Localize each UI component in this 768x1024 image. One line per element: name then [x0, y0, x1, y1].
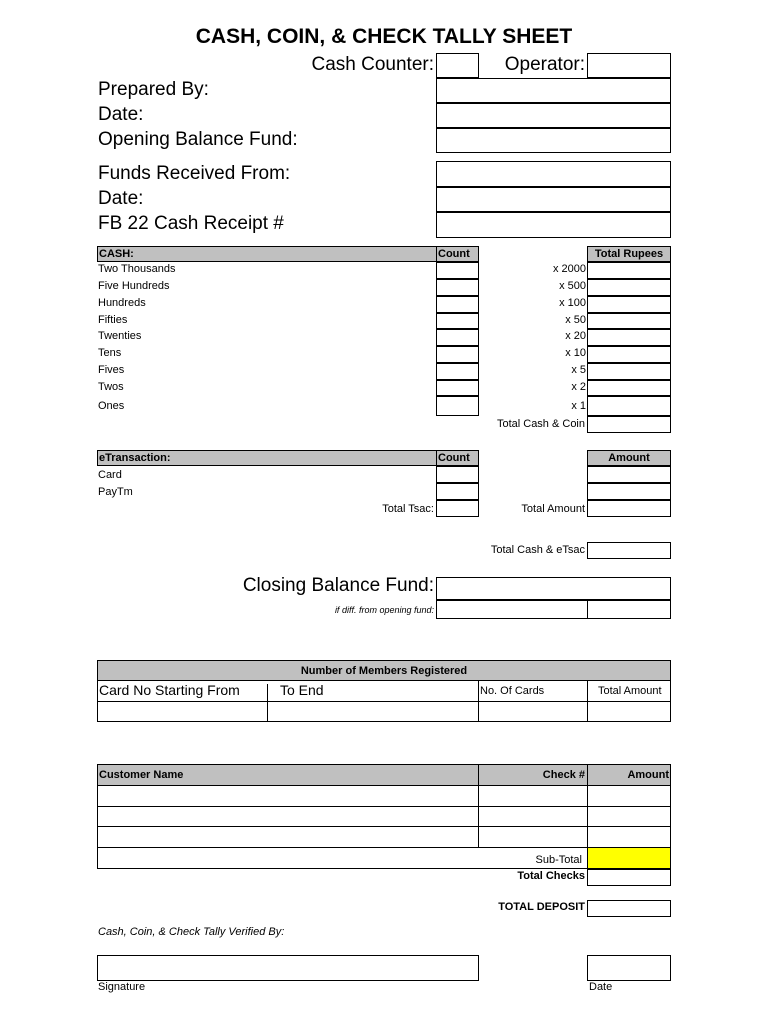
etrans-paytm-amount[interactable] [587, 483, 671, 500]
cash-row-count[interactable] [436, 262, 479, 279]
etrans-card-count[interactable] [436, 466, 479, 483]
date-field[interactable] [436, 103, 671, 128]
cash-row-total[interactable] [587, 363, 671, 380]
cash-counter-field[interactable] [436, 53, 479, 78]
cash-row-label: Ones [98, 400, 125, 412]
cash-row-total[interactable] [587, 262, 671, 279]
receipt-field[interactable] [436, 212, 671, 238]
card-start-field[interactable] [98, 702, 267, 721]
cash-row-count[interactable] [436, 296, 479, 313]
etrans-amount-header: Amount [587, 450, 671, 466]
cash-row-label: Fifties [98, 314, 128, 326]
total-tsac-label: Total Tsac: [382, 503, 434, 515]
check-amount-cell[interactable] [587, 826, 671, 848]
cash-row-total[interactable] [587, 329, 671, 346]
total-cash-etsac-field[interactable] [587, 542, 671, 559]
no-of-cards-field[interactable] [479, 702, 586, 721]
subtotal-field[interactable] [587, 847, 671, 869]
cash-row-count[interactable] [436, 313, 479, 329]
check-no-header: Check # [478, 764, 588, 786]
cash-row-multiplier: x 2000 [552, 263, 586, 275]
cash-row-multiplier: x 1 [571, 400, 586, 412]
members-total-amount-label: Total Amount [598, 685, 662, 697]
date-label: Date: [98, 104, 144, 125]
total-cash-coin-field[interactable] [587, 416, 671, 433]
check-customer-cell[interactable] [97, 806, 479, 828]
total-amount-label: Total Amount [521, 503, 585, 515]
card-end-field[interactable] [268, 702, 477, 721]
prepared-by-field[interactable] [436, 78, 671, 103]
total-deposit-field[interactable] [587, 900, 671, 917]
closing-diff-amount[interactable] [587, 600, 671, 619]
check-number-cell[interactable] [478, 785, 588, 807]
receipt-label: FB 22 Cash Receipt # [98, 213, 284, 234]
cash-row-total[interactable] [587, 313, 671, 329]
members-header: Number of Members Registered [97, 660, 671, 681]
cash-row-label: Fives [98, 364, 125, 376]
total-checks-field[interactable] [587, 869, 671, 886]
opening-balance-field[interactable] [436, 128, 671, 153]
etrans-card-amount[interactable] [587, 466, 671, 483]
cash-row-total[interactable] [587, 396, 671, 416]
funds-date-field[interactable] [436, 187, 671, 212]
subtotal-label: Sub-Total [535, 854, 582, 866]
closing-note-label: if diff. from opening fund: [334, 605, 434, 615]
cash-row-label: Hundreds [98, 297, 146, 309]
closing-balance-field[interactable] [436, 577, 671, 600]
cash-row-multiplier: x 20 [565, 330, 586, 342]
customer-name-header: Customer Name [97, 764, 479, 786]
check-amount-cell[interactable] [587, 785, 671, 807]
closing-diff-field[interactable] [436, 600, 588, 619]
cash-counter-label: Cash Counter: [311, 54, 434, 75]
cash-row-total[interactable] [587, 346, 671, 363]
total-checks-label: Total Checks [517, 870, 585, 882]
check-amount-header: Amount [587, 764, 671, 786]
cash-row-count[interactable] [436, 363, 479, 380]
cash-row-multiplier: x 2 [571, 381, 586, 393]
no-of-cards-label: No. Of Cards [480, 685, 545, 697]
total-deposit-label: TOTAL DEPOSIT [498, 901, 585, 913]
check-amount-cell[interactable] [587, 806, 671, 828]
cash-row-multiplier: x 5 [571, 364, 586, 376]
cash-row-count[interactable] [436, 396, 479, 416]
cash-row-count[interactable] [436, 279, 479, 296]
cash-row-count[interactable] [436, 329, 479, 346]
funds-received-label: Funds Received From: [98, 163, 291, 184]
cash-row-label: Twenties [98, 330, 142, 342]
operator-field[interactable] [587, 53, 671, 78]
to-end-label: To End [280, 682, 324, 698]
cash-count-header: Count [436, 246, 479, 262]
cash-row-total[interactable] [587, 380, 671, 396]
cash-row-label: Five Hundreds [98, 280, 170, 292]
operator-label: Operator: [504, 54, 585, 75]
total-cash-etsac-label: Total Cash & eTsac [490, 544, 585, 556]
verify-date-field[interactable] [587, 955, 671, 981]
opening-balance-label: Opening Balance Fund: [98, 129, 298, 150]
cash-row-multiplier: x 500 [559, 280, 586, 292]
cash-row-multiplier: x 100 [559, 297, 586, 309]
etrans-count-header: Count [436, 450, 479, 466]
signature-field[interactable] [97, 955, 479, 981]
check-customer-cell[interactable] [97, 785, 479, 807]
cash-row-total[interactable] [587, 296, 671, 313]
cash-row-multiplier: x 50 [565, 314, 586, 326]
prepared-by-label: Prepared By: [98, 79, 209, 100]
cash-row-label: Two Thousands [98, 263, 176, 275]
total-amount-field[interactable] [587, 500, 671, 517]
verify-date-label: Date [589, 981, 613, 993]
cash-header: CASH: [97, 246, 437, 262]
closing-balance-label: Closing Balance Fund: [242, 575, 434, 596]
etrans-card-label: Card [98, 469, 122, 481]
signature-label: Signature [98, 981, 146, 993]
cash-row-count[interactable] [436, 380, 479, 396]
total-tsac-field[interactable] [436, 500, 479, 517]
check-number-cell[interactable] [478, 806, 588, 828]
funds-received-field[interactable] [436, 161, 671, 187]
verified-by-label: Cash, Coin, & Check Tally Verified By: [98, 926, 285, 938]
page-title: CASH, COIN, & CHECK TALLY SHEET [195, 25, 573, 48]
etrans-header: eTransaction: [97, 450, 437, 466]
cash-row-total[interactable] [587, 279, 671, 296]
cash-row-multiplier: x 10 [565, 347, 586, 359]
members-amount-field[interactable] [588, 702, 670, 721]
cash-row-label: Tens [98, 347, 122, 359]
etrans-paytm-label: PayTm [98, 486, 133, 498]
etrans-paytm-count[interactable] [436, 483, 479, 500]
check-customer-cell[interactable] [97, 826, 479, 848]
funds-date-label: Date: [98, 188, 144, 209]
cash-row-label: Twos [98, 381, 124, 393]
cash-total-header: Total Rupees [587, 246, 671, 262]
cash-row-count[interactable] [436, 346, 479, 363]
check-number-cell[interactable] [478, 826, 588, 848]
card-no-label: Card No Starting From [99, 682, 240, 698]
total-cash-coin-label: Total Cash & Coin [496, 418, 585, 430]
